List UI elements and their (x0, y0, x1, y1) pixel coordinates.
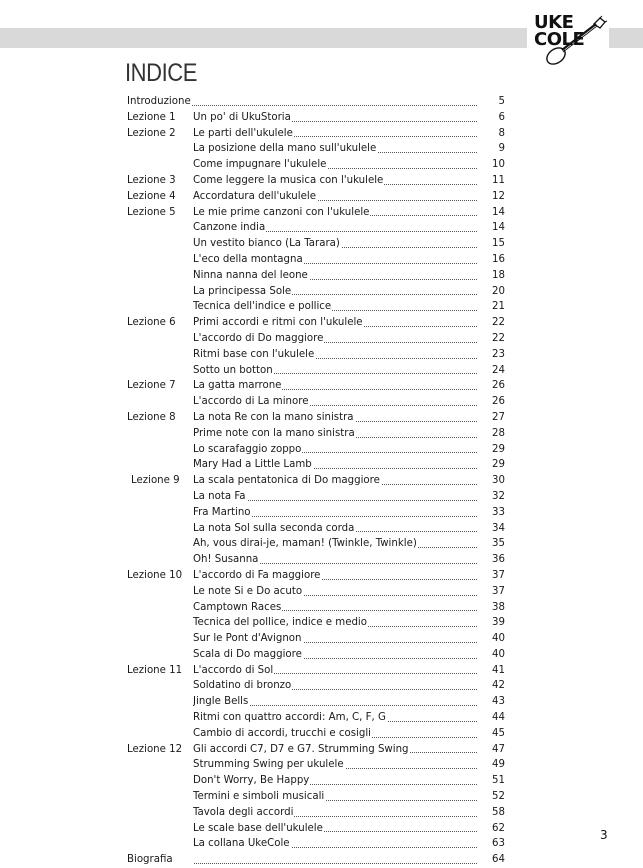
toc-page-number: 8 (498, 127, 505, 139)
toc-entry (127, 315, 505, 331)
ukulele-icon (534, 14, 608, 66)
toc-entry (127, 600, 505, 616)
toc-page-number: 45 (492, 727, 505, 739)
toc-entry (127, 568, 505, 584)
toc-title-text: Ritmi con quattro accordi: Am, C, F, G (193, 712, 386, 724)
toc-entry-title (193, 284, 477, 300)
toc-page-number: 12 (492, 190, 505, 202)
toc-title-text: Fra Martino (193, 506, 251, 518)
toc-title-text: Le scale base dell'ukulele (193, 822, 323, 834)
toc-entry-title (193, 236, 477, 252)
toc-entry-title (193, 268, 477, 284)
toc-lesson-label: Lezione 11 (127, 664, 183, 676)
toc-page-number: 32 (492, 490, 505, 502)
toc-entry-title (193, 505, 477, 521)
toc-entry (127, 457, 505, 473)
toc-title-text: Come leggere la musica con l'ukulele (193, 174, 384, 186)
toc-title-text: Un vestito bianco (La Tarara) (193, 238, 340, 250)
toc-lesson-label: Lezione 10 (127, 569, 183, 581)
toc-entry-title (193, 568, 477, 584)
toc-entry-title (193, 489, 477, 505)
toc-entry (127, 299, 505, 315)
toc-entry-title (193, 710, 477, 726)
toc-page-number: 49 (492, 759, 505, 771)
toc-entry (127, 473, 505, 489)
toc-title-text: Scala di Do maggiore (193, 648, 302, 660)
toc-title-text: Tecnica dell'indice e pollice (193, 301, 332, 313)
toc-title-text: Primi accordi e ritmi con l'ukulele (193, 317, 363, 329)
toc-entry-title (193, 852, 477, 868)
toc-page-number: 33 (492, 506, 505, 518)
toc-page-number: 5 (498, 96, 505, 107)
toc-entry-title (127, 94, 477, 110)
toc-entry (127, 505, 505, 521)
toc-entry (127, 647, 505, 663)
toc-page-number: 43 (492, 696, 505, 708)
toc-entry-title (193, 378, 477, 394)
toc-entry-title (193, 805, 477, 821)
toc-title-text: Don't Worry, Be Happy (193, 775, 310, 787)
logo-line-1: UKE (534, 12, 574, 33)
toc-entry-title (193, 315, 477, 331)
toc-entry-title (193, 205, 477, 221)
toc-entry-title (193, 110, 477, 126)
toc-entry (127, 94, 505, 110)
toc-page-number: 27 (492, 411, 505, 423)
toc-entry-title (193, 584, 477, 600)
ukecole-logo (534, 14, 608, 66)
toc-title-text: Cambio di accordi, trucchi e cosigli (193, 727, 372, 739)
toc-page-number: 64 (492, 854, 505, 866)
toc-entry (127, 252, 505, 268)
toc-entry (127, 378, 505, 394)
toc-page-number: 22 (492, 332, 505, 344)
toc-entry-title (193, 457, 477, 473)
toc-entry (127, 236, 505, 252)
toc-page-number: 40 (492, 633, 505, 645)
toc-title-text: Camptown Races (193, 601, 282, 613)
toc-title-text: Jingle Bells (193, 696, 249, 708)
toc-entry (127, 694, 505, 710)
toc-page-number: 44 (492, 712, 505, 724)
toc-entry (127, 394, 505, 410)
toc-title-text: Strumming Swing per ukulele (193, 759, 344, 771)
toc-title-text: Oh! Susanna (193, 554, 259, 566)
toc-entry (127, 268, 505, 284)
toc-title-text: La posizione della mano sull'ukulele (193, 143, 377, 155)
toc-title-text: Soldatino di bronzo (193, 680, 292, 692)
toc-entry (127, 552, 505, 568)
toc-title-text: L'accordo di Sol (193, 664, 274, 676)
toc-lesson-label: Lezione 3 (127, 174, 176, 186)
toc-entry-title (193, 773, 477, 789)
toc-page-number: 34 (492, 522, 505, 534)
toc-entry (127, 173, 505, 189)
toc-entry-title (193, 410, 477, 426)
toc-title-text: Accordatura dell'ukulele (193, 190, 316, 202)
toc-entry-title (193, 726, 477, 742)
toc-entry-title (193, 789, 477, 805)
toc-entry-title (193, 157, 477, 173)
toc-title-text: L'accordo di Fa maggiore (193, 569, 321, 581)
toc-entry (127, 442, 505, 458)
toc-title-text: Prime note con la mano sinistra (193, 427, 355, 439)
toc-entry (127, 347, 505, 363)
toc-page-number: 18 (492, 269, 505, 281)
toc-entry-title (193, 742, 477, 758)
toc-page-number: 47 (492, 743, 505, 755)
toc-page-number: 26 (492, 380, 505, 392)
toc-entry-title (193, 663, 477, 679)
toc-entry-title (193, 631, 477, 647)
toc-title-text: Termini e simboli musicali (193, 791, 325, 803)
toc-page-number: 24 (492, 364, 505, 376)
toc-title-text: Come impugnare l'ukulele (193, 159, 327, 171)
toc-entry-title (193, 647, 477, 663)
toc-page-number: 41 (492, 664, 505, 676)
toc-entry-title (193, 552, 477, 568)
toc-entry (127, 836, 505, 852)
toc-entry (127, 141, 505, 157)
toc-title-text: La scala pentatonica di Do maggiore (193, 475, 380, 487)
toc-page-number: 35 (492, 538, 505, 550)
toc-title-text: La principessa Sole (193, 285, 292, 297)
toc-entry-title (193, 220, 477, 236)
toc-title-text: L'eco della montagna (193, 253, 303, 265)
toc-title-text: Lo scarafaggio zoppo (193, 443, 302, 455)
toc-entry (127, 489, 505, 505)
toc-title-text: Tavola degli accordi (193, 806, 294, 818)
toc-lesson-label: Lezione 6 (127, 317, 176, 329)
toc-entry (127, 663, 505, 679)
toc-entry (127, 852, 505, 868)
toc-entry (127, 584, 505, 600)
toc-title-text: Tecnica del pollice, indice e medio (193, 617, 367, 629)
toc-entry (127, 426, 505, 442)
toc-title-text: La collana UkeCole (193, 838, 290, 850)
toc-entry-title (193, 252, 477, 268)
toc-title-text: La nota Sol sulla seconda corda (193, 522, 355, 534)
toc-lesson-label: Lezione 2 (127, 127, 176, 139)
toc-title-text: La gatta marrone (193, 380, 282, 392)
toc-lesson-label: Lezione 12 (127, 743, 183, 755)
toc-title-text: L'accordo di Do maggiore (193, 332, 324, 344)
toc-entry-title (193, 126, 477, 142)
toc-title-text: Un po' di UkuStoria (193, 111, 291, 123)
toc-page-number: 29 (492, 459, 505, 471)
toc-entry (127, 110, 505, 126)
toc-entry-title (193, 426, 477, 442)
toc-page-number: 58 (492, 806, 505, 818)
toc-entry-title (193, 141, 477, 157)
toc-title-text: Ritmi base con l'ukulele (193, 348, 315, 360)
toc-entry-title (193, 536, 477, 552)
toc-page-number: 22 (492, 317, 505, 329)
toc-entry-title (193, 521, 477, 537)
toc-page-number: 37 (492, 569, 505, 581)
toc-page-number: 40 (492, 648, 505, 660)
toc-page-number: 36 (492, 554, 505, 566)
toc-entry (127, 805, 505, 821)
toc-title-text (193, 854, 194, 865)
toc-entry (127, 363, 505, 379)
toc-page-number: 37 (492, 585, 505, 597)
toc-lesson-label: Lezione 1 (127, 111, 176, 123)
toc-entry (127, 189, 505, 205)
toc-title-text: Sotto un botton (193, 364, 273, 376)
toc-page-number: 14 (492, 222, 505, 234)
toc-entry-title (193, 363, 477, 379)
toc-entry-title (193, 836, 477, 852)
toc-page-number: 21 (492, 301, 505, 313)
toc-entry (127, 205, 505, 221)
toc-entry-title (193, 600, 477, 616)
toc-entry-title (193, 299, 477, 315)
header-bar-right (609, 28, 643, 48)
toc-page-number: 15 (492, 238, 505, 250)
toc-page-number: 29 (492, 443, 505, 455)
table-of-contents (127, 94, 505, 868)
toc-entry-title (193, 347, 477, 363)
toc-title-text: Mary Had a Little Lamb (193, 459, 312, 471)
toc-page-number: 42 (492, 680, 505, 692)
toc-entry (127, 157, 505, 173)
toc-title-text: Introduzione (127, 96, 191, 107)
toc-page-number: 11 (492, 174, 505, 186)
toc-entry (127, 536, 505, 552)
toc-entry (127, 410, 505, 426)
toc-lesson-label: Lezione 5 (127, 206, 176, 218)
toc-title-text: Le parti dell'ukulele (193, 127, 293, 139)
toc-entry (127, 615, 505, 631)
toc-title-text: Canzone india (193, 222, 266, 234)
toc-page-number: 28 (492, 427, 505, 439)
toc-title-text: Sur le Pont d'Avignon (193, 633, 302, 645)
toc-entry-title (193, 678, 477, 694)
toc-entry-title (193, 473, 477, 489)
toc-entry (127, 631, 505, 647)
toc-lesson-label: Lezione 7 (127, 380, 176, 392)
toc-page-number: 16 (492, 253, 505, 265)
toc-entry (127, 710, 505, 726)
toc-entry (127, 220, 505, 236)
toc-lesson-label: Lezione 8 (127, 411, 176, 423)
toc-page-number: 30 (492, 475, 505, 487)
toc-title-text: Gli accordi C7, D7 e G7. Strumming Swing (193, 743, 409, 755)
toc-title-text: Le note Si e Do acuto (193, 585, 303, 597)
toc-page-number: 14 (492, 206, 505, 218)
toc-page-number: 9 (498, 143, 505, 155)
toc-lesson-label: Lezione 9 (131, 475, 180, 487)
toc-entry (127, 789, 505, 805)
toc-entry (127, 521, 505, 537)
toc-lesson-label: Biografia (127, 854, 173, 866)
toc-title-text: Ninna nanna del leone (193, 269, 308, 281)
toc-entry (127, 742, 505, 758)
toc-page-number: 63 (492, 838, 505, 850)
toc-page-number: 20 (492, 285, 505, 297)
toc-entry (127, 773, 505, 789)
toc-entry-title (193, 615, 477, 631)
toc-page-number: 39 (492, 617, 505, 629)
logo-line-2: COLE (534, 29, 585, 50)
toc-entry (127, 726, 505, 742)
toc-page-number: 10 (492, 159, 505, 171)
toc-title-text: La nota Re con la mano sinistra (193, 411, 354, 423)
toc-entry-title (193, 821, 477, 837)
toc-page-number: 38 (492, 601, 505, 613)
toc-entry-title (193, 173, 477, 189)
toc-entry (127, 821, 505, 837)
toc-entry (127, 678, 505, 694)
toc-page-number: 62 (492, 822, 505, 834)
toc-entry-title (193, 694, 477, 710)
toc-title-text: Ah, vous dirai-je, maman! (Twinkle, Twinkle) (193, 538, 417, 550)
page-title: INDICE (125, 59, 197, 87)
toc-title-text: Le mie prime canzoni con l'ukulele (193, 206, 370, 218)
toc-page-number: 6 (498, 111, 505, 123)
toc-page-number: 51 (492, 775, 505, 787)
toc-title-text: L'accordo di La minore (193, 396, 309, 408)
toc-page-number: 23 (492, 348, 505, 360)
toc-entry-title (193, 757, 477, 773)
toc-entry (127, 331, 505, 347)
toc-entry-title (193, 331, 477, 347)
toc-page-number: 26 (492, 396, 505, 408)
toc-page-number: 52 (492, 791, 505, 803)
page-number: 3 (600, 828, 608, 842)
toc-title-text: La nota Fa (193, 490, 246, 502)
toc-entry (127, 284, 505, 300)
toc-entry-title (193, 394, 477, 410)
header-bar (0, 28, 527, 48)
toc-entry-title (193, 442, 477, 458)
toc-entry (127, 126, 505, 142)
toc-entry (127, 757, 505, 773)
toc-entry-title (193, 189, 477, 205)
toc-lesson-label: Lezione 4 (127, 190, 176, 202)
